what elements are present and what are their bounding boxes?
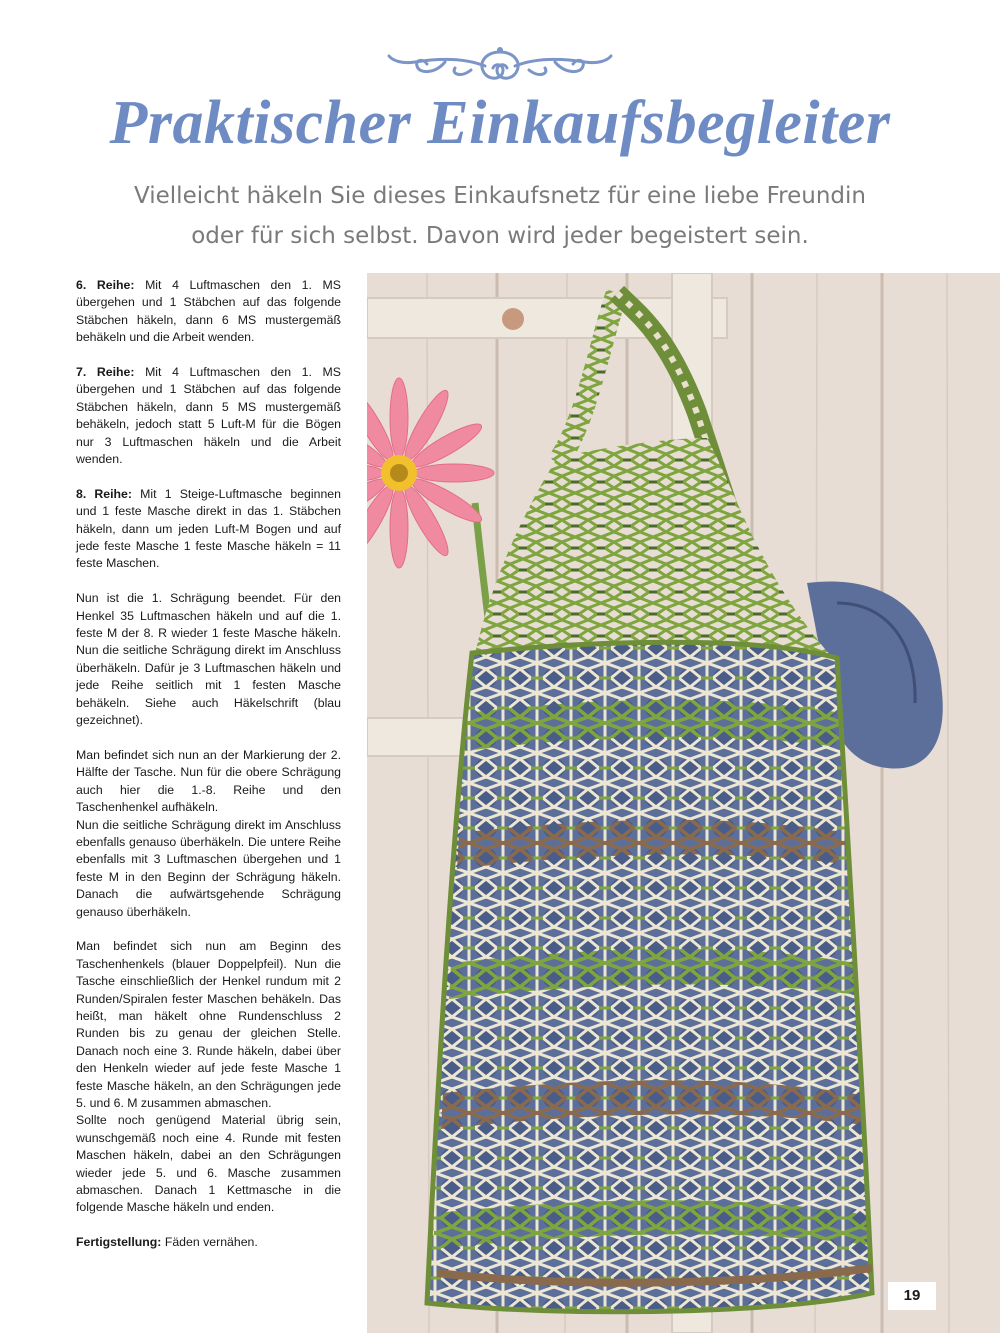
instructions-column [76,277,341,1269]
row-8-label: 8. Reihe: [76,486,132,501]
finish-text: Fäden vernähen. [161,1235,258,1250]
row-7-label: 7. Reihe: [76,365,135,380]
subtitle-line-1: Vielleicht häkeln Sie dieses Einkaufsnetz für eine liebe Freundin [134,183,866,209]
product-photo [367,273,1000,1333]
page-title: Praktischer Einkaufsbegleiter [109,89,891,157]
finish-label: Fertigstellung: [76,1235,162,1250]
rounds-paragraph: Man befindet sich nun am Beginn des Taschenhenkels (blauer Doppelpfeil). Nun die Tasche einschließlich der Henkel rundum mit 2 Runden/Spiralen fester Maschen behäkeln. Das heißt, man häkelt ohne Rundenschluss 2 Runden bis zu genau der gleichen Stelle. Danach noch eine 3. Runde häkeln, dabei über den Henkeln wieder auf jede feste Masche 1 feste Masche häkeln, an den Schrägungen jede 5. und 6. M zusammen abmaschen. [76,939,341,1111]
row-6-text: Mit 4 Luftmaschen den 1. MS übergehen und 1 Stäbchen auf das folgende Stäbchen häkeln, dann 6 MS mustergemäß behäkeln und die Arbeit wenden. [76,278,341,345]
row-7-text: Mit 4 Luftmaschen den 1. MS übergehen und 1 Stäbchen auf das folgende Stäbchen häkeln, dann 5 MS mustergemäß behäkeln, jedoch statt 5 Luft-M für die Bögen nur 3 Luftmaschen häkeln und die Arbeit wenden. [76,365,341,467]
row-8-text: Mit 1 Steige-Luftmasche beginnen und 1 feste Masche direkt in das 1. Stäbchen häkeln, dann um jeden Luft-M Bogen und auf jede feste Masche 1 feste Masche häkeln = 11 feste Maschen. [76,486,341,571]
page-number: 19 [888,1282,936,1310]
subtitle-line-2: oder für sich selbst. Davon wird jeder begeistert sein. [191,223,809,249]
row-6-label: 6. Reihe: [76,278,135,292]
row-6-paragraph [76,277,341,347]
handle-paragraph: Nun ist die 1. Schrägung beendet. Für den Henkel 35 Luftmaschen häkeln und auf die 1. feste M der 8. R wieder 1 feste Masche häkeln. Nun die seitliche Schrägung direkt im Anschluss überhäkeln. Dafür je 3 Luftmaschen häkeln und jede Reihe seitlich mit 1 festen Masche behäkeln. Siehe auch Häkelschrift (blau gezeichnet). [76,591,341,728]
second-half-paragraph: Man befindet sich nun an der Markierung der 2. Hälfte der Tasche. Nun für die obere Schrägung auch hier die 1.-8. Reihe und den Taschenhenkel aufhäkeln. [76,747,341,815]
subtitle [60,176,940,256]
side-slope-paragraph: Nun die seitliche Schrägung direkt im Anschluss ebenfalls genauso überhäkeln. Die untere Reihe ebenfalls mit 3 Luftmaschen übergehen und 1 feste M in den Beginn der Schrägung häkeln. Danach die aufwärtsgehende Schrägung genauso überhäkeln. [76,817,341,919]
finish-paragraph [76,1234,341,1251]
scroll-ornament-icon [385,44,615,86]
crochet-bag-illustration [367,273,1000,1333]
material-paragraph: Sollte noch genügend Material übrig sein, wunschgemäß noch eine 4. Runde mit festen Maschen häkeln, dabei an den Schrägungen wieder jede 5. und 6. Masche zusammen abmaschen. Danach 1 Kettmasche in die folgende Masche häkeln und enden. [76,1113,341,1215]
row-8-paragraph [76,486,341,573]
row-7-paragraph [76,364,341,468]
